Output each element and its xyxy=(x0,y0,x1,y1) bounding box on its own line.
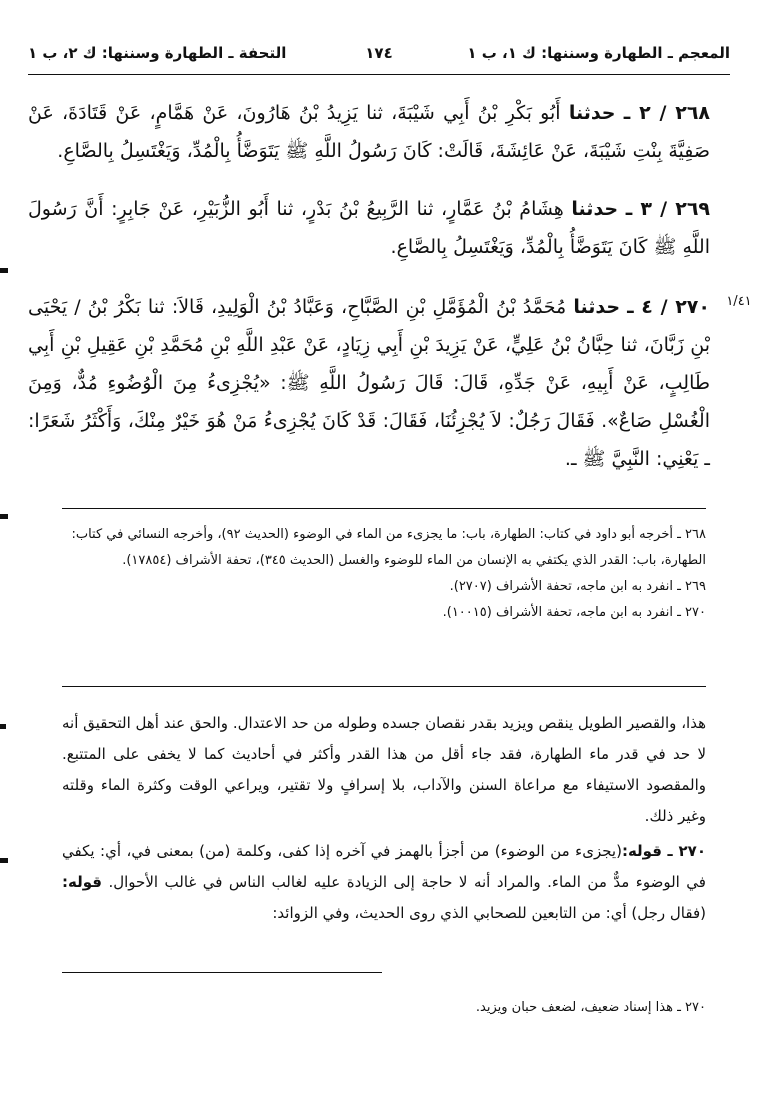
commentary-paragraph xyxy=(62,836,706,929)
hadith-269 xyxy=(28,190,710,266)
hadith-number: ٢٦٨ / ٢ ـ xyxy=(623,102,711,124)
scan-edge-mark xyxy=(0,514,8,519)
commentary xyxy=(62,708,706,933)
hadith-number: ٢٧٠ / ٤ ـ xyxy=(627,296,710,318)
commentary-keyword: قوله: xyxy=(621,842,662,860)
page-number: ١٧٤ xyxy=(365,44,393,62)
takhrij-note: ٢٦٩ ـ انفرد به ابن ماجه، تحفة الأشراف (٢٧٠٧). xyxy=(449,579,706,594)
zawaid-note: ٢٧٠ ـ هذا إسناد ضعيف، لضعف حبان ويزيد. xyxy=(475,1000,706,1015)
commentary-text: (فقال رجل) أي: من التابعين للصحابي الذي روى الحديث، وفي الزوائد: xyxy=(272,904,706,922)
commentary-keyword: قوله: xyxy=(62,873,102,891)
hadith-lead: حدثنا xyxy=(573,296,621,318)
zawaid-divider xyxy=(62,972,382,973)
takhrij-notes xyxy=(62,522,706,626)
header-rule xyxy=(28,74,730,75)
notes-divider xyxy=(62,508,706,509)
hadith-text: أَبُو بَكْرِ بْنُ أَبِي شَيْبَةَ، ثنا يَزِيدُ بْنُ هَارُونَ، عَنْ هَمَّامٍ، عَنْ قَتَادَةَ، عَنْ صَفِيَّةَ بِنْتِ شَيْبَةَ، عَنْ عَائِشَةَ، قَالَتْ: كَانَ رَسُولُ اللَّهِ ﷺ يَتَوَضَّأُ بِالْمُدِّ، وَيَغْتَسِلُ بِالصَّاعِ. xyxy=(28,102,710,162)
commentary-text: (يجزىء من الوضوء) من أجزأ بالهمز في آخره إذا كفى، وكلمة (من) بمعنى في، أي: يكفي في الوضوء مدٌّ من الماء. والمراد أنه لا حاجة إلى الزيادة عليه لغالب الناس في غالب الأحوال. xyxy=(62,842,706,891)
scan-edge-mark xyxy=(0,724,6,729)
hadith-lead: حدثنا xyxy=(571,198,619,220)
running-header xyxy=(28,44,730,68)
margin-note: ١/٤١ xyxy=(726,294,752,309)
commentary-number: ٢٧٠ ـ xyxy=(667,842,706,860)
hadith-text: مُحَمَّدُ بْنُ الْمُؤَمَّلِ بْنِ الصَّبَّاحِ، وَعَبَّادُ بْنُ الْوَلِيدِ، قَالاَ: ثنا بَكْرُ بْنُ / يَحْيَى بْنِ زَبَّانَ، ثنا حِبَّانُ بْنُ عَلِيٍّ، عَنْ يَزِيدَ بْنِ أَبِي زِيَادٍ، عَنْ عَبْدِ اللَّهِ بْنِ مُحَمَّدِ بْنِ عَقِيلِ بْنِ أَبِي طَالِبٍ، عَنْ أَبِيهِ، عَنْ جَدِّهِ، قَالَ: قَالَ رَسُولُ اللَّهِ ﷺ: «يُجْزِىءُ مِنَ الْوُضُوءِ مُدٌّ، وَمِنَ الْغُسْلِ صَاعٌ». فَقَالَ رَجُلٌ: لاَ يُجْزِئُنَا، فَقَالَ: قَدْ كَانَ يُجْزِىءُ مَنْ هُوَ خَيْرٌ مِنْكَ، وَأَكْثَرُ شَعَرًا: ـ يَعْنِي: النَّبِيَّ ﷺ ـ. xyxy=(28,296,710,470)
scan-edge-mark xyxy=(0,268,8,273)
hadith-lead: حدثنا xyxy=(568,102,616,124)
header-left-title: التحفة ـ الطهارة وسننها: ك ٢، ب ١ xyxy=(28,44,287,62)
hadith-number: ٢٦٩ / ٣ ـ xyxy=(625,198,711,220)
hadith-268 xyxy=(28,94,710,170)
header-right-title: المعجم ـ الطهارة وسننها: ك ١، ب ١ xyxy=(467,44,730,62)
scan-edge-mark xyxy=(0,858,8,863)
commentary-divider xyxy=(62,686,706,687)
commentary-paragraph: هذا، والقصير الطويل ينقص ويزيد بقدر نقصان جسده وطوله من حد الاعتدال. والحق عند أهل التحقيق أنه لا حد في قدر ماء الطهارة، فقد جاء أقل من هذا القدر وأكثر في أحاديث كما لا يخفى على المتتبع. والمقصود الاستيفاء مع مراعاة السنن والآداب، بلا إسرافٍ ولا تقتير، ويراعي الوقت وكثرة الماء وقلته وغير ذلك. xyxy=(62,714,706,825)
takhrij-note: ٢٦٨ ـ أخرجه أبو داود في كتاب: الطهارة، باب: ما يجزىء من الماء في الوضوء (الحديث ٩٢)، وأخرجه النسائي في كتاب: الطهارة، باب: القدر الذي يكتفي به الإنسان من الماء للوضوء والغسل (الحديث ٣٤٥)، تحفة الأشراف (١٧٨٥٤). xyxy=(71,527,706,568)
hadith-text: هِشَامُ بْنُ عَمَّارٍ، ثنا الرَّبِيعُ بْنُ بَدْرٍ، ثنا أَبُو الزُّبَيْرِ، عَنْ جَابِرٍ: أَنَّ رَسُولَ اللَّهِ ﷺ كَانَ يَتَوَضَّأُ بِالْمُدِّ، وَيَغْتَسِلُ بِالصَّاعِ. xyxy=(28,198,710,258)
takhrij-note: ٢٧٠ ـ انفرد به ابن ماجه، تحفة الأشراف (١٠٠١٥). xyxy=(442,605,706,620)
hadith-270 xyxy=(28,288,710,478)
